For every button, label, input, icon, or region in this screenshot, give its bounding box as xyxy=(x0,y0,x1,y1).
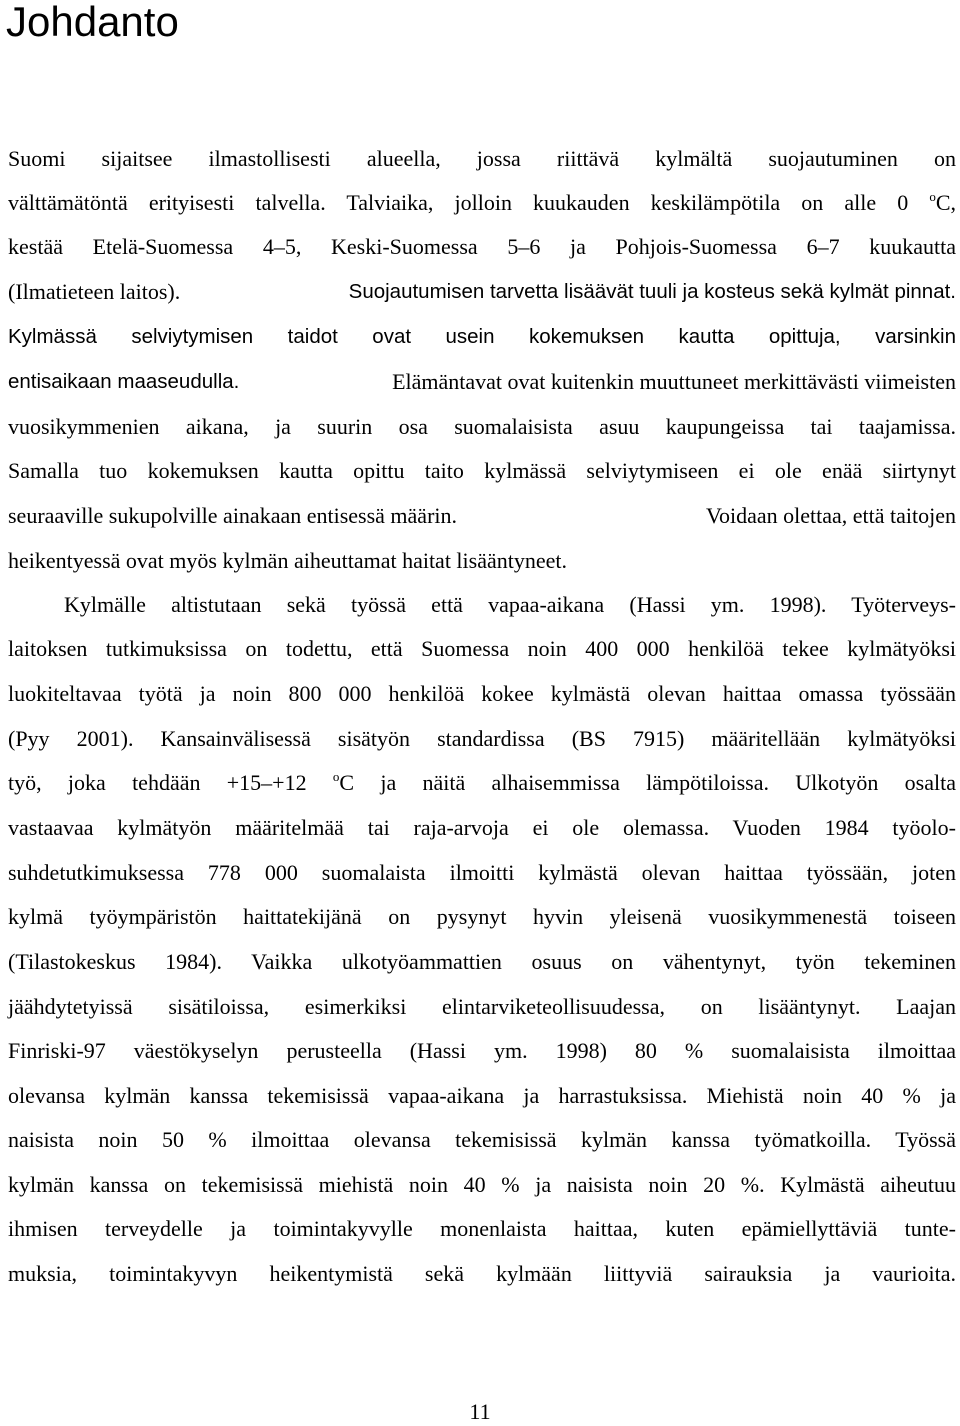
text-line xyxy=(8,501,956,531)
text-segment: entisaikaan maaseudulla. xyxy=(8,370,240,393)
text-segment: seuraaville sukupolville ainakaan entisessä määrin. xyxy=(8,503,458,528)
text-line: naisista noin 50 % ilmoittaa olevansa tekemisissä kylmän kanssa työmatkoilla. Työssä xyxy=(8,1127,956,1152)
text-line: laitoksen tutkimuksissa on todettu, että Suomessa noin 400 000 henkilöä tekee kylmätyöksi xyxy=(8,636,956,661)
text-line: jäähdytetyissä sisätiloissa, esimerkiksi elintarviketeollisuudessa, on lisääntynyt. Laajan xyxy=(8,994,956,1019)
page-title: Johdanto xyxy=(6,0,179,45)
text-line: Kylmälle altistutaan sekä työssä että vapaa-aikana (Hassi ym. 1998). Työterveys- xyxy=(64,592,956,617)
text-line xyxy=(8,367,956,397)
text-segment: Voidaan olettaa, että taitojen xyxy=(705,503,956,528)
text-line xyxy=(8,768,956,798)
text-line: (Pyy 2001). Kansainvälisessä sisätyön standardissa (BS 7915) määritellään kylmätyöksi xyxy=(8,726,956,751)
text-line: kylmä työympäristön haittatekijänä on pysynyt hyvin yleisenä vuosikymmenestä toiseen xyxy=(8,904,956,929)
text-segment: välttämätöntä erityisesti talvella. Talviaika, jolloin kuukauden keskilämpötila on alle 0 xyxy=(8,190,930,215)
text-line: heikentyessä ovat myös kylmän aiheuttamat haitat lisääntyneet. xyxy=(8,548,568,573)
text-line: Samalla tuo kokemuksen kautta opittu taito kylmässä selviytymiseen ei ole enää siirtynyt xyxy=(8,458,956,483)
text-line: vuosikymmenien aikana, ja suurin osa suomalaisista asuu kaupungeissa tai taajamissa. xyxy=(8,414,956,439)
text-segment: (Ilmatieteen laitos). xyxy=(8,279,181,304)
text-line: Kylmässä selviytymisen taidot ovat usein kokemuksen kautta opittuja, varsinkin xyxy=(8,325,956,348)
text-line: kestää Etelä-Suomessa 4–5, Keski-Suomessa 5–6 ja Pohjois-Suomessa 6–7 kuukautta xyxy=(8,234,956,259)
text-line: muksia, toimintakyvyn heikentymistä sekä kylmään liittyviä sairauksia ja vaurioita. xyxy=(8,1261,956,1286)
text-segment: C ja näitä alhaisemmissa lämpötiloissa. Ulkotyön osalta xyxy=(339,770,956,795)
text-line: luokiteltavaa työtä ja noin 800 000 henkilöä kokee kylmästä olevan haittaa omassa työssään xyxy=(8,681,956,706)
text-line: kylmän kanssa on tekemisissä miehistä noin 40 % ja naisista noin 20 %. Kylmästä aiheutuu xyxy=(8,1172,956,1197)
text-line xyxy=(8,277,956,307)
text-line: ihmisen terveydelle ja toimintakyvylle monenlaista haittaa, kuten epämiellyttäviä tunte- xyxy=(8,1216,956,1241)
text-line: (Tilastokeskus 1984). Vaikka ulkotyöammattien osuus on vähentynyt, työn tekeminen xyxy=(8,949,956,974)
text-line: Finriski-97 väestökyselyn perusteella (Hassi ym. 1998) 80 % suomalaisista ilmoittaa xyxy=(8,1038,956,1063)
page-number: 11 xyxy=(469,1399,491,1424)
text-segment: työ, joka tehdään +15–+12 xyxy=(8,770,333,795)
degree-superscript: o xyxy=(929,189,936,204)
text-segment: Elämäntavat ovat kuitenkin muuttuneet merkittävästi viimeisten xyxy=(392,369,956,394)
text-line: suhdetutkimuksessa 778 000 suomalaista ilmoitti kylmästä olevan haittaa työssään, joten xyxy=(8,860,956,885)
text-segment: Suojautumisen tarvetta lisäävät tuuli ja kosteus sekä kylmät pinnat. xyxy=(348,280,956,303)
text-line: Suomi sijaitsee ilmastollisesti alueella, jossa riittävä kylmältä suojautuminen on xyxy=(8,146,956,171)
degree-superscript: o xyxy=(332,769,340,784)
text-line xyxy=(8,188,956,218)
text-line: olevansa kylmän kanssa tekemisissä vapaa-aikana ja harrastuksissa. Miehistä noin 40 % ja xyxy=(8,1083,956,1108)
text-segment: C, xyxy=(935,190,956,215)
text-line: vastaavaa kylmätyön määritelmää tai raja-arvoja ei ole olemassa. Vuoden 1984 työolo- xyxy=(8,815,956,840)
